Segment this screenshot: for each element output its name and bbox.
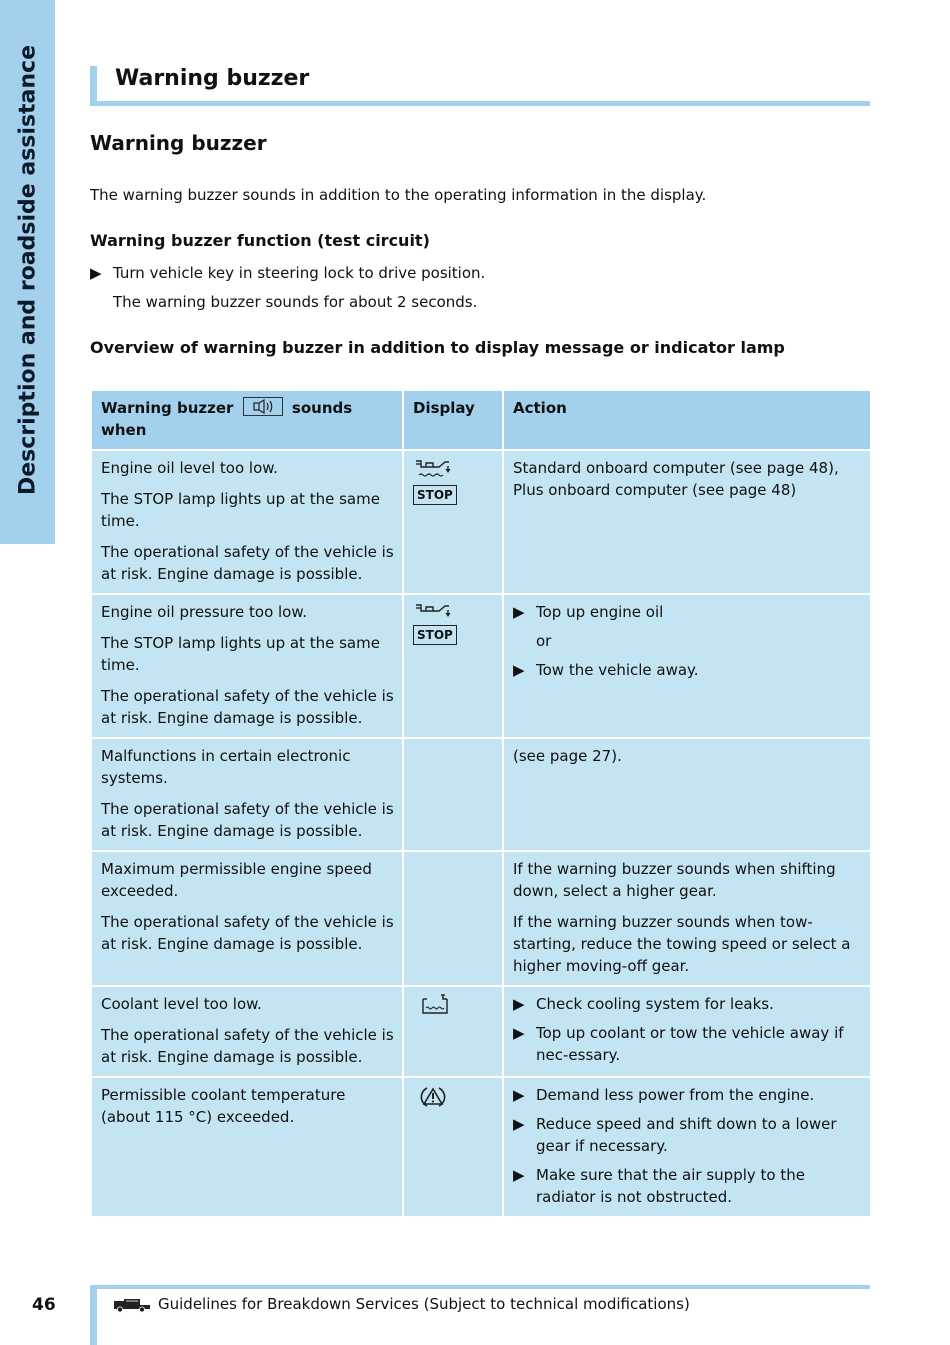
condition-cell	[91, 1077, 403, 1217]
condition-text: Maximum permissible engine speed exceeded.	[101, 860, 372, 900]
col-condition-header	[91, 390, 403, 450]
table-row	[91, 851, 871, 986]
action-text: If the warning buzzer sounds when tow-starting, reduce the towing speed or select a higher moving-off gear.	[513, 913, 851, 975]
section-title: Warning buzzer	[90, 131, 267, 155]
table-row	[91, 450, 871, 594]
condition-text: Engine oil level too low.	[101, 459, 278, 477]
condition-text: Permissible coolant temperature (about 115 °C) exceeded.	[101, 1086, 346, 1126]
test-step	[90, 264, 485, 282]
overview-heading: Overview of warning buzzer in addition to display message or indicator lamp	[90, 338, 785, 357]
coolant-level-icon	[413, 993, 453, 1017]
condition-text: The operational safety of the vehicle is at risk. Engine damage is possible.	[101, 687, 394, 727]
action-text: (see page 27).	[513, 747, 622, 765]
display-cell	[403, 851, 503, 986]
action-bullet: ▶ Make sure that the air supply to the radiator is not obstructed.	[513, 1166, 805, 1206]
triangle-bullet-icon: ▶	[513, 1086, 525, 1104]
action-cell	[503, 851, 871, 986]
condition-text: The STOP lamp lights up at the same time.	[101, 634, 380, 674]
triangle-bullet-icon: ▶	[513, 1166, 525, 1184]
condition-text: The STOP lamp lights up at the same time.	[101, 490, 380, 530]
test-heading: Warning buzzer function (test circuit)	[90, 231, 430, 250]
action-bullet: ▶ Check cooling system for leaks.	[513, 995, 774, 1013]
triangle-bullet-icon: ▶	[513, 1024, 525, 1042]
side-tab-label: Description and roadside assistance	[15, 44, 41, 496]
table-row	[91, 594, 871, 738]
condition-text: Malfunctions in certain electronic systems.	[101, 747, 351, 787]
condition-text: The operational safety of the vehicle is at risk. Engine damage is possible.	[101, 913, 394, 953]
triangle-bullet-icon: ▶	[90, 264, 102, 282]
page-footer	[90, 1285, 870, 1345]
action-cell	[503, 450, 871, 594]
intro-paragraph: The warning buzzer sounds in addition to the operating information in the display.	[90, 186, 707, 204]
condition-cell	[91, 738, 403, 851]
warning-buzzer-table	[90, 389, 872, 1218]
page-header	[90, 66, 870, 106]
stop-lamp-icon: STOP	[413, 485, 457, 505]
test-result: The warning buzzer sounds for about 2 seconds.	[113, 293, 478, 311]
or-text: or	[536, 632, 552, 650]
triangle-bullet-icon: ▶	[513, 995, 525, 1013]
col-display-header: Display	[403, 390, 503, 450]
condition-text: The operational safety of the vehicle is at risk. Engine damage is possible.	[101, 543, 394, 583]
triangle-bullet-icon: ▶	[513, 1115, 525, 1133]
footer-text: Guidelines for Breakdown Services (Subject to technical modifications)	[158, 1295, 690, 1313]
display-cell	[403, 738, 503, 851]
table-row	[91, 738, 871, 851]
condition-text: The operational safety of the vehicle is at risk. Engine damage is possible.	[101, 800, 394, 840]
warning-triangle-icon	[413, 1084, 453, 1110]
action-text: Standard onboard computer (see page 48), Plus onboard computer (see page 48)	[513, 459, 839, 499]
action-cell	[503, 738, 871, 851]
condition-cell	[91, 594, 403, 738]
action-bullet: ▶ Tow the vehicle away.	[513, 661, 699, 679]
display-cell	[403, 986, 503, 1077]
table-header-row	[91, 390, 871, 450]
triangle-bullet-icon: ▶	[513, 661, 525, 679]
display-cell	[403, 594, 503, 738]
col-action-header: Action	[503, 390, 871, 450]
truck-icon	[112, 1297, 152, 1313]
table-row	[91, 986, 871, 1077]
side-tab	[0, 0, 55, 544]
condition-cell	[91, 851, 403, 986]
triangle-bullet-icon: ▶	[513, 603, 525, 621]
page-title: Warning buzzer	[115, 66, 310, 91]
condition-text: The operational safety of the vehicle is at risk. Engine damage is possible.	[101, 1026, 394, 1066]
table-row	[91, 1077, 871, 1217]
condition-cell	[91, 986, 403, 1077]
action-bullet: ▶ Demand less power from the engine.	[513, 1086, 815, 1104]
action-text: If the warning buzzer sounds when shifting down, select a higher gear.	[513, 860, 836, 900]
action-bullet: ▶ Top up coolant or tow the vehicle away if nec-essary.	[513, 1024, 844, 1064]
condition-text: Coolant level too low.	[101, 995, 262, 1013]
speaker-icon	[243, 397, 283, 416]
page-number: 46	[32, 1295, 56, 1315]
action-bullet: ▶ Reduce speed and shift down to a lower gear if necessary.	[513, 1115, 837, 1155]
display-cell	[403, 450, 503, 594]
oil-level-icon	[413, 457, 453, 481]
display-cell	[403, 1077, 503, 1217]
action-cell	[503, 1077, 871, 1217]
stop-lamp-icon: STOP	[413, 625, 457, 645]
col1-prefix: Warning buzzer	[101, 399, 234, 417]
oil-pressure-icon	[413, 601, 453, 621]
test-step-text: Turn vehicle key in steering lock to drive position.	[113, 264, 486, 282]
action-bullet: ▶ Top up engine oil	[513, 603, 664, 621]
condition-cell	[91, 450, 403, 594]
condition-text: Engine oil pressure too low.	[101, 603, 308, 621]
col1-suffix: sounds when	[101, 399, 353, 439]
action-cell	[503, 594, 871, 738]
action-cell	[503, 986, 871, 1077]
